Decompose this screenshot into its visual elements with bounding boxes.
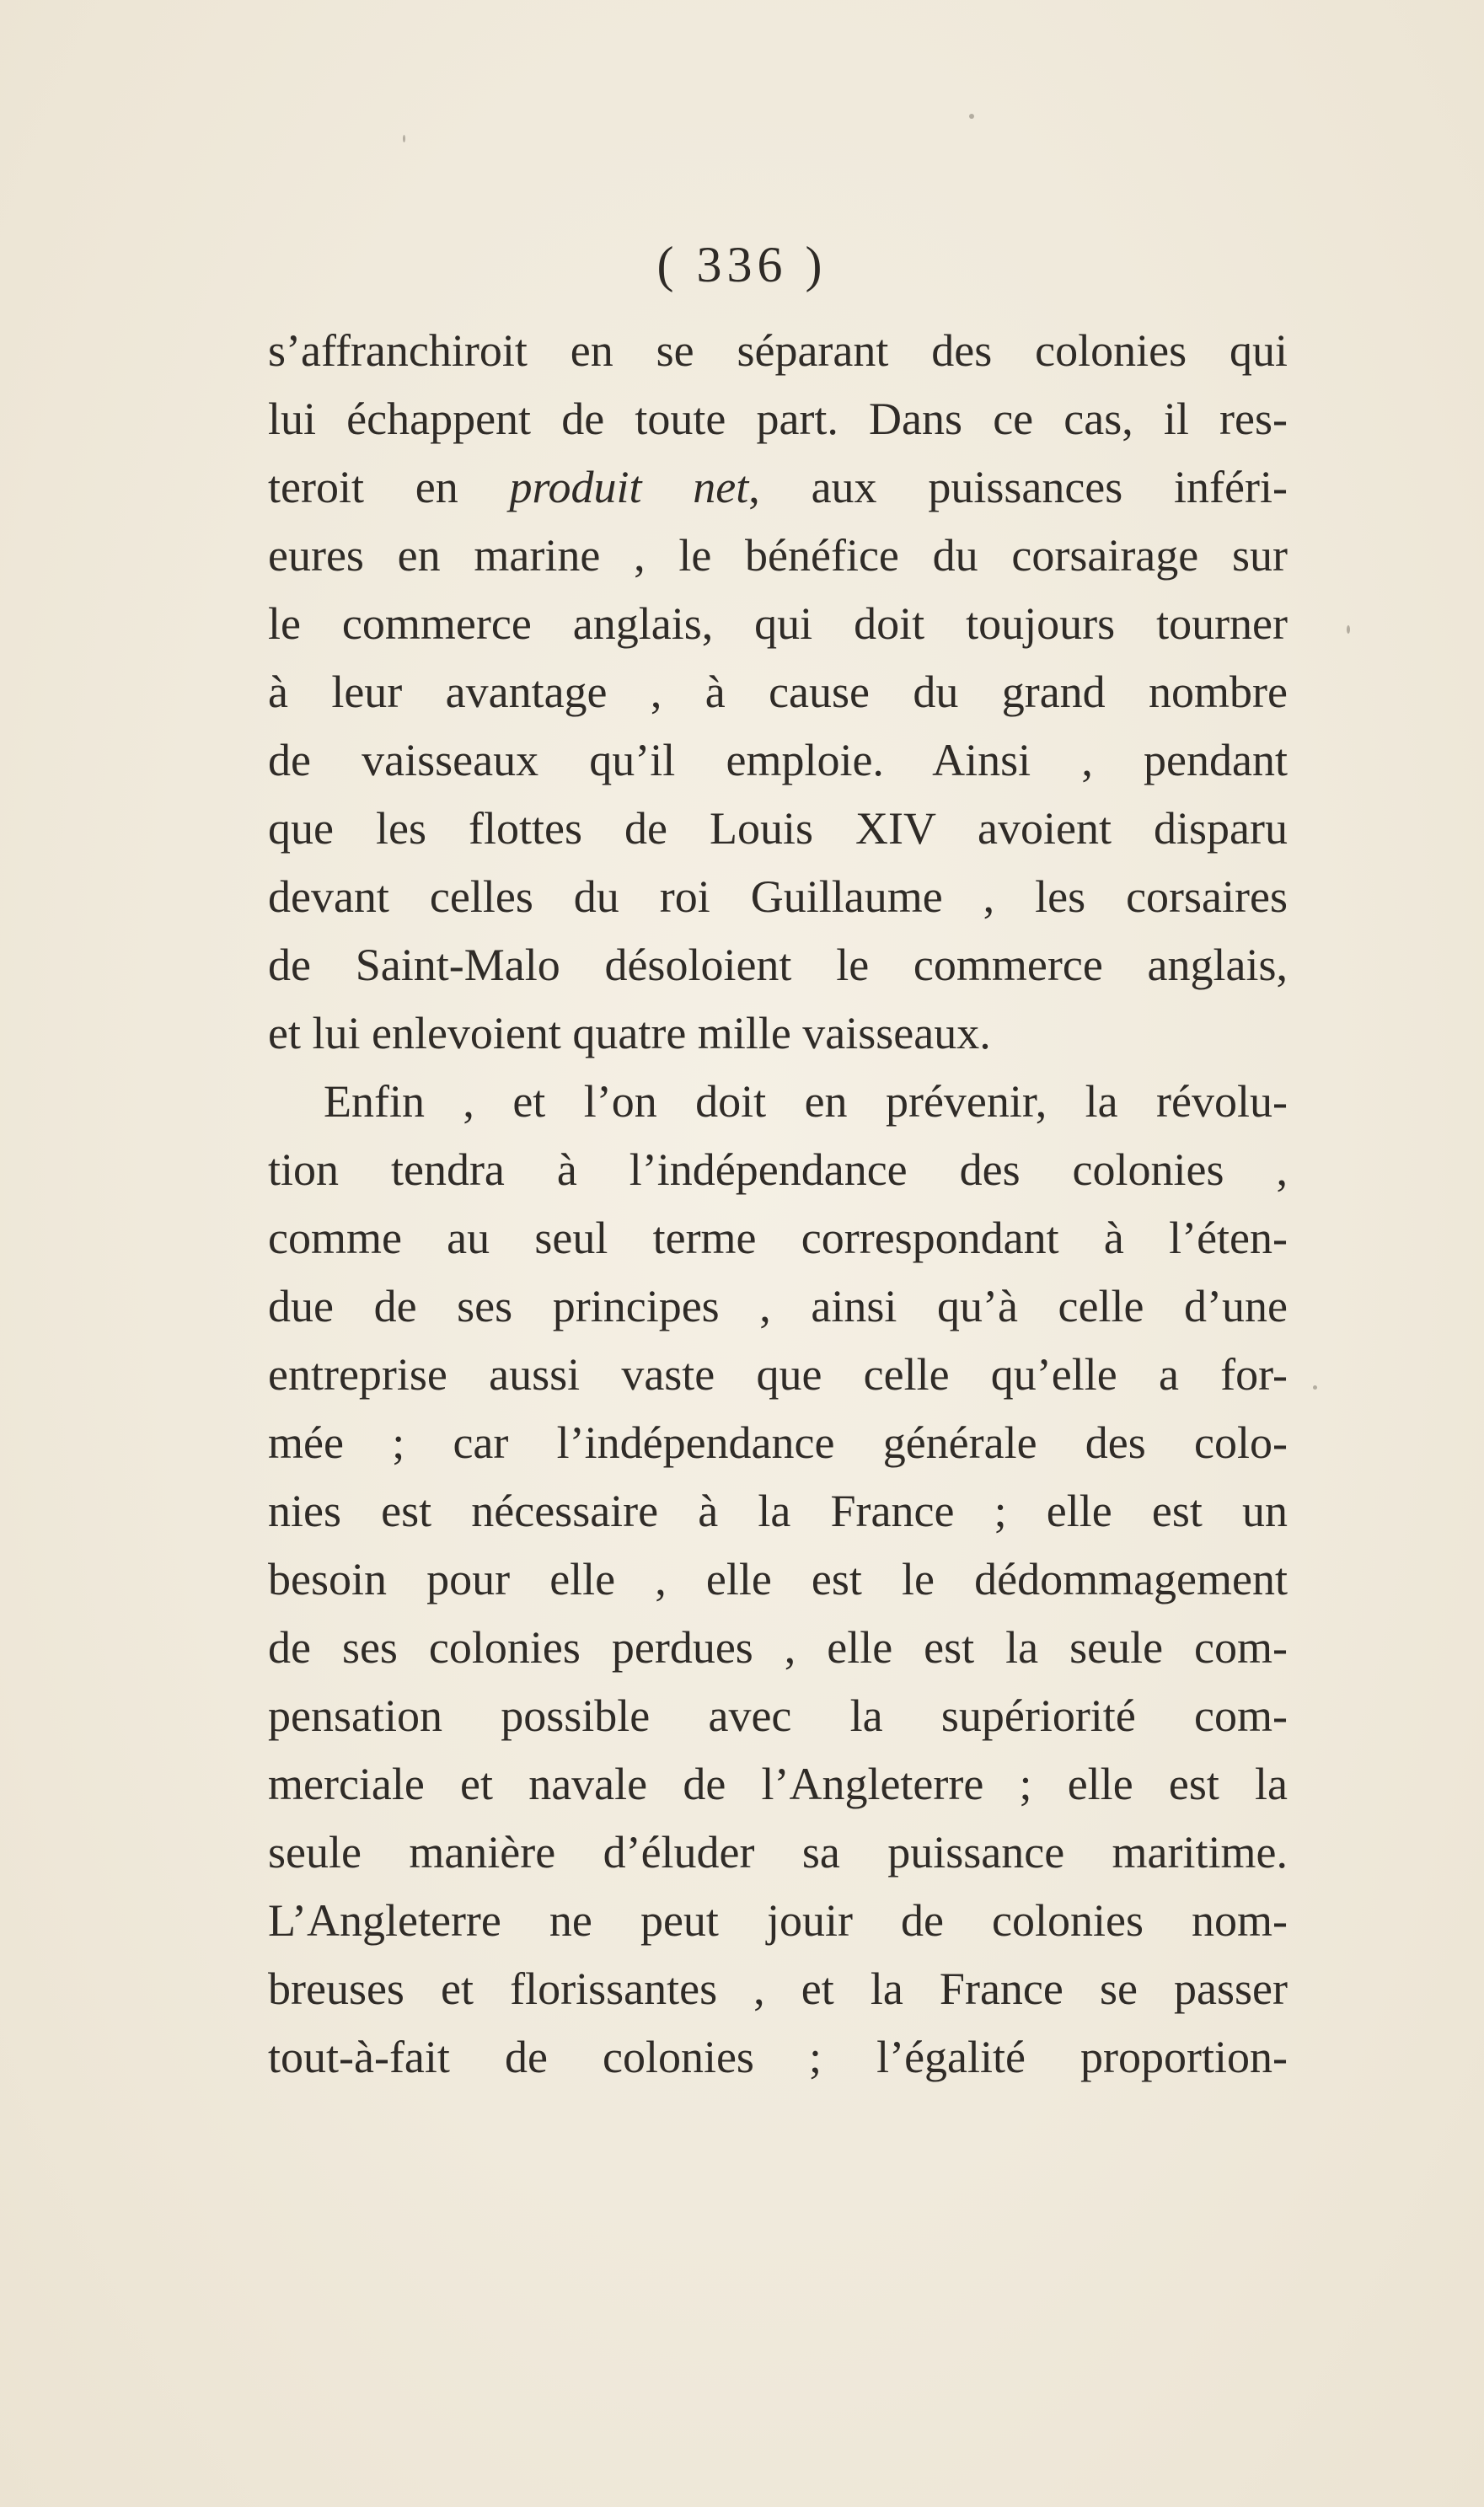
text-run: teroit en (268, 462, 510, 512)
text-line: merciale et navale de l’Angleterre ; elle est la (268, 1759, 1288, 1809)
text-run: , aux puissances inféri- (748, 462, 1288, 512)
text-line: lui échappent de toute part. Dans ce cas, il res- (268, 394, 1288, 444)
paper-speck (403, 135, 405, 142)
text-line: à leur avantage , à cause du grand nombre (268, 667, 1288, 717)
text-line: mée ; car l’indépendance générale des colo- (268, 1417, 1288, 1468)
text-line: breuses et florissantes , et la France se passer (268, 1963, 1288, 2014)
text-line: devant celles du roi Guillaume , les corsaires (268, 871, 1288, 922)
text-line: tion tendra à l’indépendance des colonies , (268, 1144, 1288, 1195)
text-line: le commerce anglais, qui doit toujours tourner (268, 598, 1288, 649)
text-line: due de ses principes , ainsi qu’à celle d’une (268, 1281, 1288, 1331)
text-line: seule manière d’éluder sa puissance maritime. (268, 1827, 1288, 1878)
text-line (268, 453, 1288, 522)
text-line: nies est nécessaire à la France ; elle est un (268, 1486, 1288, 1536)
paper-speck (1313, 1385, 1317, 1390)
text-line: de ses colonies perdues , elle est la seule com- (268, 1622, 1288, 1673)
page-number: ( 336 ) (656, 237, 828, 292)
text-line: que les flottes de Louis XIV avoient disparu (268, 803, 1288, 854)
paper-speck (1347, 625, 1350, 634)
text-line: besoin pour elle , elle est le dédommagement (268, 1554, 1288, 1604)
text-line: et lui enlevoient quatre mille vaisseaux. (268, 1008, 991, 1058)
paper-speck (969, 114, 974, 119)
text-line: Enfin , et l’on doit en prévenir, la révolu- (324, 1076, 1288, 1127)
text-line: tout-à-fait de colonies ; l’égalité proportion- (268, 2032, 1288, 2082)
body-text (268, 317, 1288, 2092)
text-line: L’Angleterre ne peut jouir de colonies nom- (268, 1895, 1288, 1946)
text-line: de vaisseaux qu’il emploie. Ainsi , pendant (268, 735, 1288, 785)
text-line: de Saint-Malo désoloient le commerce anglais, (268, 940, 1288, 990)
text-line: eures en marine , le bénéfice du corsairage sur (268, 530, 1288, 581)
text-line: comme au seul terme correspondant à l’éten- (268, 1213, 1288, 1263)
text-line: entreprise aussi vaste que celle qu’elle a for- (268, 1349, 1288, 1400)
text-line: pensation possible avec la supériorité com- (268, 1690, 1288, 1741)
italic-term: produit net (509, 462, 749, 512)
text-line: s’affranchiroit en se séparant des colonies qui (268, 325, 1288, 376)
